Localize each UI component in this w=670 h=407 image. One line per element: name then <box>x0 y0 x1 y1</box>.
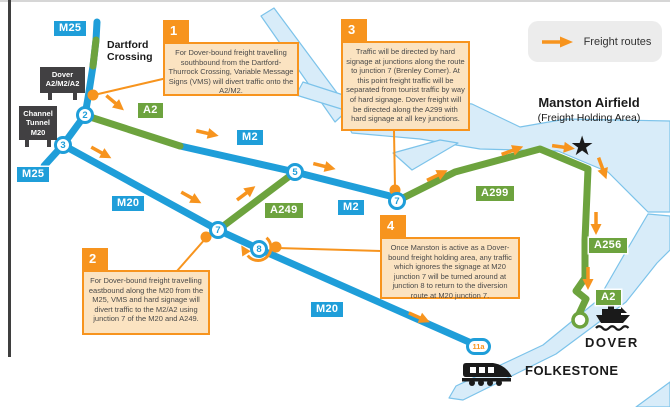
manston-airfield-label: Manston Airfield <box>538 95 640 110</box>
manston-star-icon: ★ <box>570 131 595 161</box>
junction-2: 2 <box>76 106 94 124</box>
top-divider <box>0 0 670 2</box>
badge-m20-lower: M20 <box>311 302 343 317</box>
callout-4-number: 4 <box>380 215 406 237</box>
swale-shape <box>393 140 458 170</box>
corner-water <box>636 382 670 407</box>
badge-a299: A299 <box>476 186 514 201</box>
junction-7-m20: 7 <box>209 221 227 239</box>
a2-route <box>87 116 180 146</box>
callout-3-number: 3 <box>341 19 367 41</box>
callout-2-text: For Dover-bound freight travelling eastbound along the M20 from the M25, VMS and hard signage will divert traffic to the M2/A2 using junction 7 of the M20 and A249. <box>88 276 204 324</box>
callout-2 <box>82 250 210 335</box>
junction-8: 8 <box>250 240 268 258</box>
callout-1 <box>163 22 299 96</box>
folkestone-label: FOLKESTONE <box>525 363 619 378</box>
junction-11a: 11a <box>466 338 491 355</box>
callout-4 <box>380 217 520 300</box>
badge-a2-dover: A2 <box>596 290 621 305</box>
dover-terminus-circle <box>573 313 587 327</box>
manston-subtitle-label: (Freight Holding Area) <box>537 112 641 124</box>
freight-route-arrow-icon <box>539 35 577 49</box>
left-page-edge <box>8 0 11 357</box>
badge-a249: A249 <box>265 203 303 218</box>
callout-3-text: Traffic will be directed by hard signage at junctions along the route to junction 7 (Brenley Corner). At this point freight traffic will be separated from tourist traffic by way of hard signage. Dover freight will be directed along the A299 with hard signage at all key junctions. <box>346 47 465 124</box>
badge-m2-lower: M2 <box>338 200 364 215</box>
badge-m2-upper: M2 <box>237 130 263 145</box>
callout-1-number: 1 <box>163 20 189 42</box>
callout-2-number: 2 <box>82 248 108 270</box>
dover-road-sign: Dover A2/M2/A2 <box>40 67 85 93</box>
badge-a256: A256 <box>589 238 627 253</box>
channel-tunnel-road-sign: Channel Tunnel M20 <box>19 106 57 140</box>
badge-m25-left: M25 <box>17 167 49 182</box>
dover-label: DOVER <box>585 335 639 350</box>
dartford-crossing-green-segment <box>93 40 96 66</box>
callout-1-text: For Dover-bound freight travelling southbound from the Dartford-Thurrock Crossing, Variable Message Signs (VMS) will divert traffic onto the A2/M2. <box>168 48 294 96</box>
badge-m25-top: M25 <box>54 21 86 36</box>
dartford-crossing-label: Dartford Crossing <box>107 39 153 63</box>
junction-3: 3 <box>54 136 72 154</box>
badge-m20-upper: M20 <box>112 196 144 211</box>
legend <box>528 21 662 62</box>
badge-a2-top: A2 <box>138 103 163 118</box>
callout-3 <box>341 21 470 131</box>
a249-route <box>218 172 295 230</box>
callout-4-text: Once Manston is active as a Dover-bound freight holding area, any traffic which ignores the signage at M20 junction 7 will be turned around at junction 8 to return to the diversion route at M20 junction 7. <box>388 243 512 300</box>
legend-label: Freight routes <box>583 35 652 48</box>
junction-5: 5 <box>286 163 304 181</box>
junction-7-m2: 7 <box>388 192 406 210</box>
